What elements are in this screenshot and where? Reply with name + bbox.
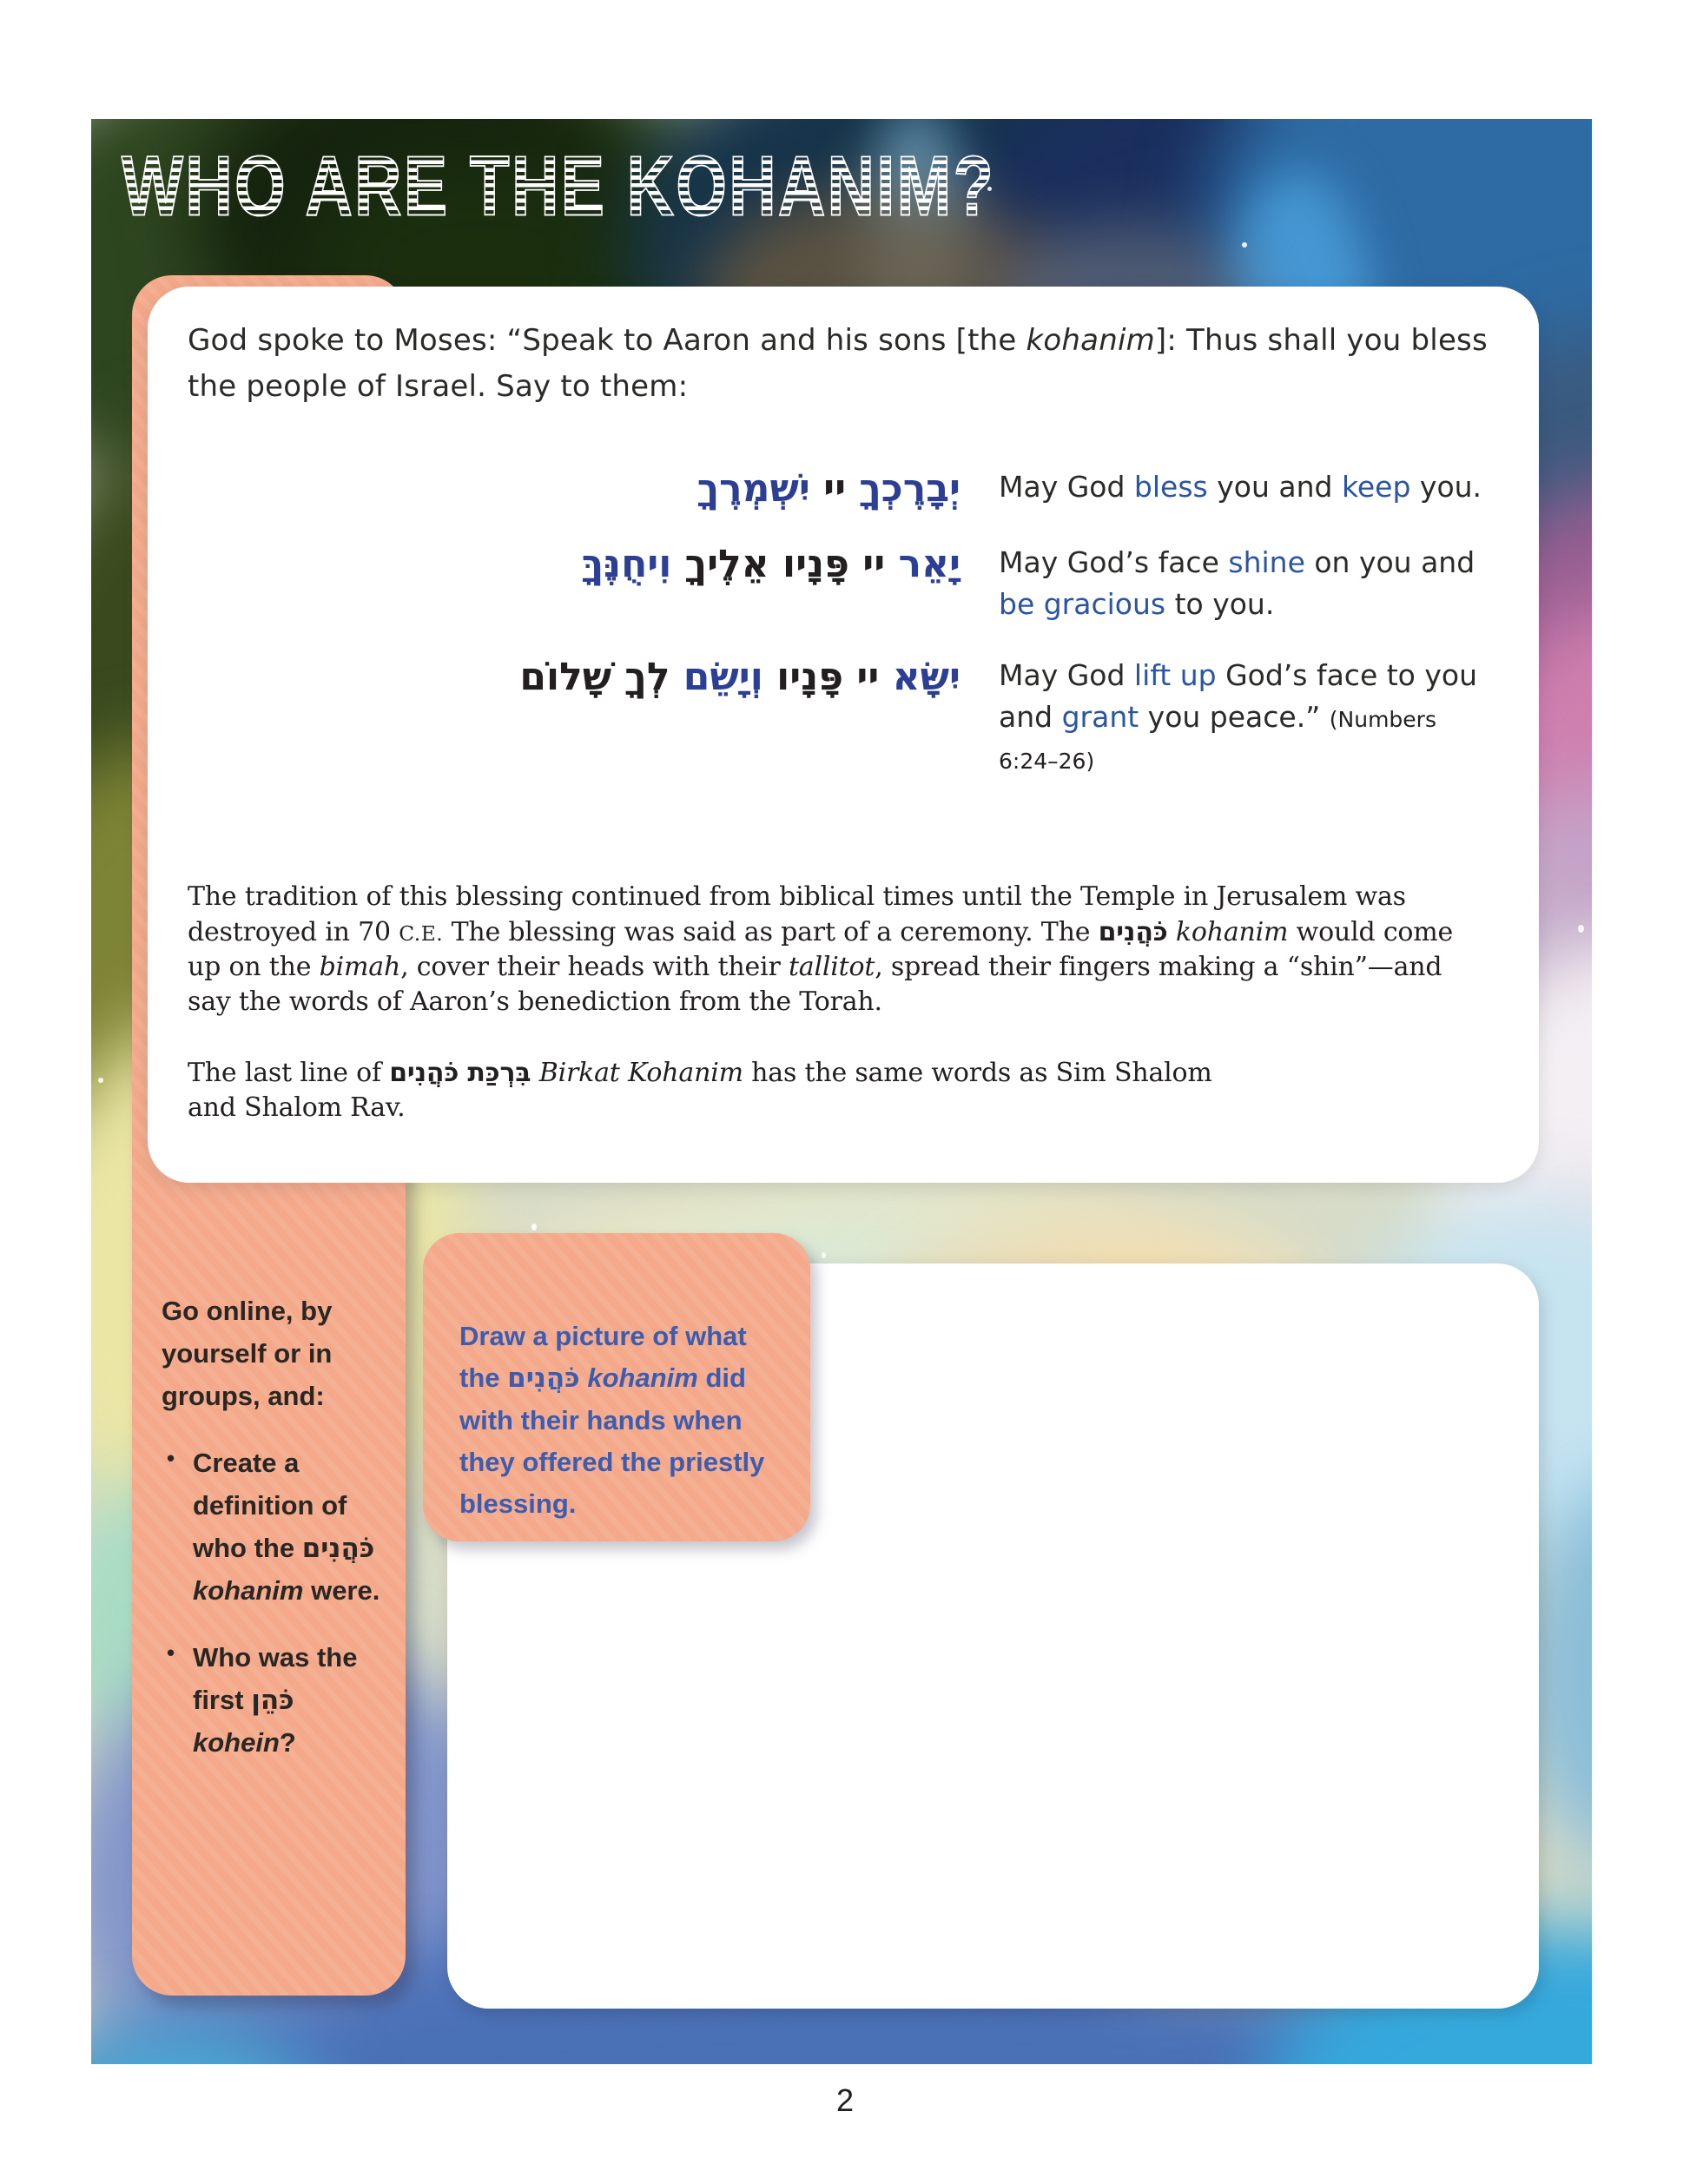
- body-paragraph: The last line of בִּרְכַּת כֹּהֲנִים Birkat Kohanim has the same words as Sim Shalom and Shalom Rav.: [188, 1058, 1212, 1124]
- hebrew-inline: כֹּהֵן: [251, 1684, 294, 1716]
- activity-item: • Create a definition of who the כֹּהֲנִים kohanim were.: [162, 1442, 393, 1613]
- body-paragraph: The tradition of this blessing continued from biblical times until the Temple in Jerusalem was destroyed in 70 C.E. The blessing was said as part of a ceremony. The כֹּהֲנִים kohanim would come up on the bimah, cover their heads with their tallitot, spread their fingers making a “shin”—and say the words of Aaron’s benediction from the Torah.: [188, 881, 1454, 1017]
- blessing-row: [188, 542, 1499, 625]
- hebrew-text: יִשָּׂא יי פָּנָיו וְיָשֵׂם לְךָ שָׁלוֹם: [519, 654, 961, 699]
- hebrew-text: יָאֵר יי פָּנָיו אֵלֶיךָ וִיחֻנֶּךָּ: [581, 542, 961, 587]
- bullet-icon: •: [167, 1639, 175, 1666]
- activity-sidebar: [162, 1290, 393, 1765]
- scripture-citation: (Numbers 6:24–26): [999, 706, 1436, 774]
- draw-prompt-card: [423, 1233, 810, 1541]
- hebrew-inline: בִּרְכַּת כֹּהֲנִים: [389, 1058, 531, 1089]
- hebrew-inline: כֹּהֲנִים: [507, 1363, 580, 1395]
- intro-quote: God spoke to Moses: “Speak to Aaron and his sons [the kohanim]: Thus shall you bless the people of Israel. Say to them:: [188, 323, 1488, 404]
- english-translation: May God lift up God’s face to you and grant you peace.” (Numbers 6:24–26): [999, 657, 1477, 774]
- priestly-blessing: [188, 466, 1499, 779]
- blessing-row: [188, 655, 1499, 780]
- hebrew-text: יְבָרֶכְךָ יי יִשְׁמְרֶךָ: [696, 466, 961, 511]
- hebrew-inline: כֹּהֲנִים: [301, 1532, 375, 1564]
- bullet-icon: •: [167, 1444, 175, 1471]
- page-title: WHO ARE THE KOHANIM?: [122, 137, 995, 234]
- activity-item: • Who was the first כֹּהֵן kohein?: [162, 1637, 393, 1765]
- sidebar-heading: Go online, by yourself or in groups, and:: [162, 1296, 333, 1411]
- hebrew-inline: כֹּהֲנִים: [1098, 916, 1168, 947]
- blessing-row: [188, 466, 1499, 512]
- blessing-card: [148, 287, 1539, 1183]
- english-translation: May God bless you and keep you.: [999, 470, 1482, 505]
- page-number: 2: [835, 2082, 855, 2118]
- draw-prompt-text: Draw a picture of what the כֹּהֲנִים kohanim did with their hands when they offered the priestly blessing.: [459, 1321, 765, 1520]
- english-translation: May God’s face shine on you and be gracious to you.: [999, 545, 1475, 622]
